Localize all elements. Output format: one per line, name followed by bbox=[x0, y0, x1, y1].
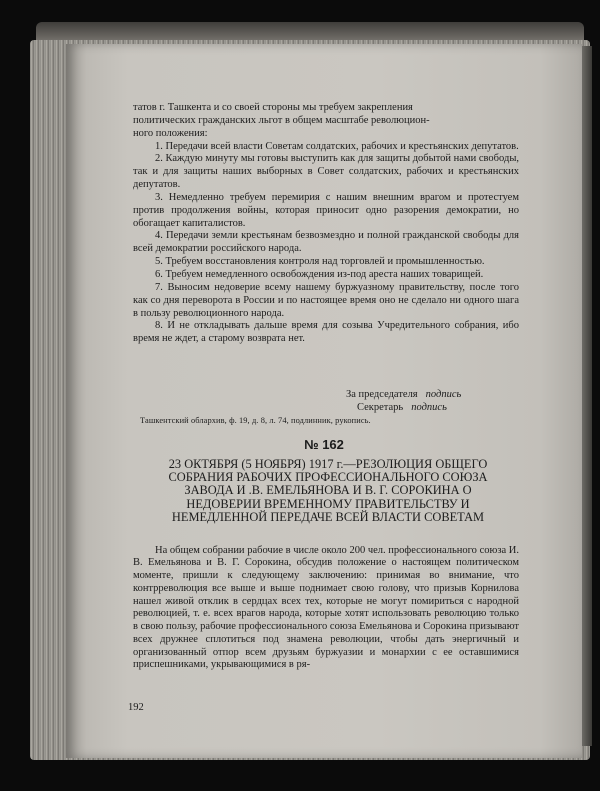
heading-line: 23 ОКТЯБРЯ (5 НОЯБРЯ) 1917 г.—РЕЗОЛЮЦИЯ ОБЩЕГО bbox=[168, 457, 488, 471]
resolution-body bbox=[133, 534, 519, 683]
demand-item: 4. Передачи земли крестьянам безвозмездно и полной гражданской свободы для всей демократии российского народа. bbox=[133, 230, 519, 255]
demand-item: 1. Передачи всей власти Советам солдатских, рабочих и крестьянских депутатов. bbox=[155, 140, 519, 152]
signature-mark: подпись bbox=[411, 402, 447, 413]
continuation-line: политических гражданских льгот в общем масштабе революцион- bbox=[133, 114, 430, 126]
book-right-edge bbox=[582, 46, 592, 746]
demand-item: 7. Выносим недоверие всему нашему буржуазному правительству, после того как со дня переворота в России и по настоящее время оно не сделало ни одного шага в пользу революционного народа. bbox=[133, 281, 519, 319]
book-page bbox=[66, 44, 582, 758]
continuation-line: татов г. Ташкента и со своей стороны мы требуем закрепления bbox=[133, 102, 413, 113]
demand-item: 2. Каждую минуту мы готовы выступить как для защиты добытой нами свободы, так и для защиты наших выборных в Совет солдатских, рабочих и крестьянских депутатов. bbox=[133, 153, 519, 191]
signature-secretary bbox=[357, 401, 447, 414]
page-number: 192 bbox=[128, 702, 144, 713]
heading-line: НЕДОВЕРИИ ВРЕМЕННОМУ ПРАВИТЕЛЬСТВУ И bbox=[186, 496, 470, 511]
signature-chairman bbox=[346, 388, 461, 401]
signature-mark: подпись bbox=[425, 389, 462, 400]
demand-item: 8. И не откладывать дальше время для созыва Учредительного собрания, ибо время не ждет, а старому возврата нет. bbox=[133, 320, 519, 345]
heading-line: СОБРАНИЯ РАБОЧИХ ПРОФЕССИОНАЛЬНОГО СОЮЗА bbox=[168, 470, 488, 485]
document-number: № 162 bbox=[304, 437, 344, 452]
archive-source-note: Ташкентский облархив, ф. 19, д. 8, л. 74, подлинник, рукопись. bbox=[140, 416, 371, 425]
document-heading bbox=[138, 458, 518, 524]
demand-item: 3. Немедленно требуем перемирия с нашим внешним врагом и протестуем против продолжения войны, которая приносит одно разорения демократии, но обогащает капиталистов. bbox=[133, 191, 519, 229]
signature-role: За председателя bbox=[346, 389, 418, 400]
demand-item: 5. Требуем восстановления контроля над торговлей и промышленностью. bbox=[155, 256, 485, 268]
body-paragraph: На общем собрании рабочие в числе около 200 чел. профессионального союза И. В. Емельянова и В. Г. Сорокина, обсудив положение о настоящем политическом моменте, пришли к следующему заключению: принимая во внимание, что контрреволюция все выше и выше поднимает свою голову, что призыв Корнилова нашел живой отклик в сердцах всех тех, которые не могут помириться с народной революцией, т. е. всех врагов народа, которые хотят использовать революцию только в свою пользу, рабочие профессионального союза Емельянова и Сорокина призывают всех дружнее сплотиться под знамена революции, чтобы дать энергичный и организованный отпор всем друзьям буржуазии и монархии с ее оставшимися приспешниками, укрывающимися в ря- bbox=[133, 544, 519, 671]
demand-item: 6. Требуем немедленного освобождения из-под ареста наших товарищей. bbox=[155, 268, 484, 280]
heading-line: НЕМЕДЛЕННОЙ ПЕРЕДАЧЕ ВСЕЙ ВЛАСТИ СОВЕТАМ bbox=[171, 509, 485, 524]
continuation-line: ного положения: bbox=[133, 127, 208, 139]
signature-role: Секретарь bbox=[357, 402, 404, 413]
heading-line: ЗАВОДА И .В. ЕМЕЛЬЯНОВА И В. Г. СОРОКИНА О bbox=[184, 483, 472, 498]
demands-section bbox=[133, 102, 519, 346]
